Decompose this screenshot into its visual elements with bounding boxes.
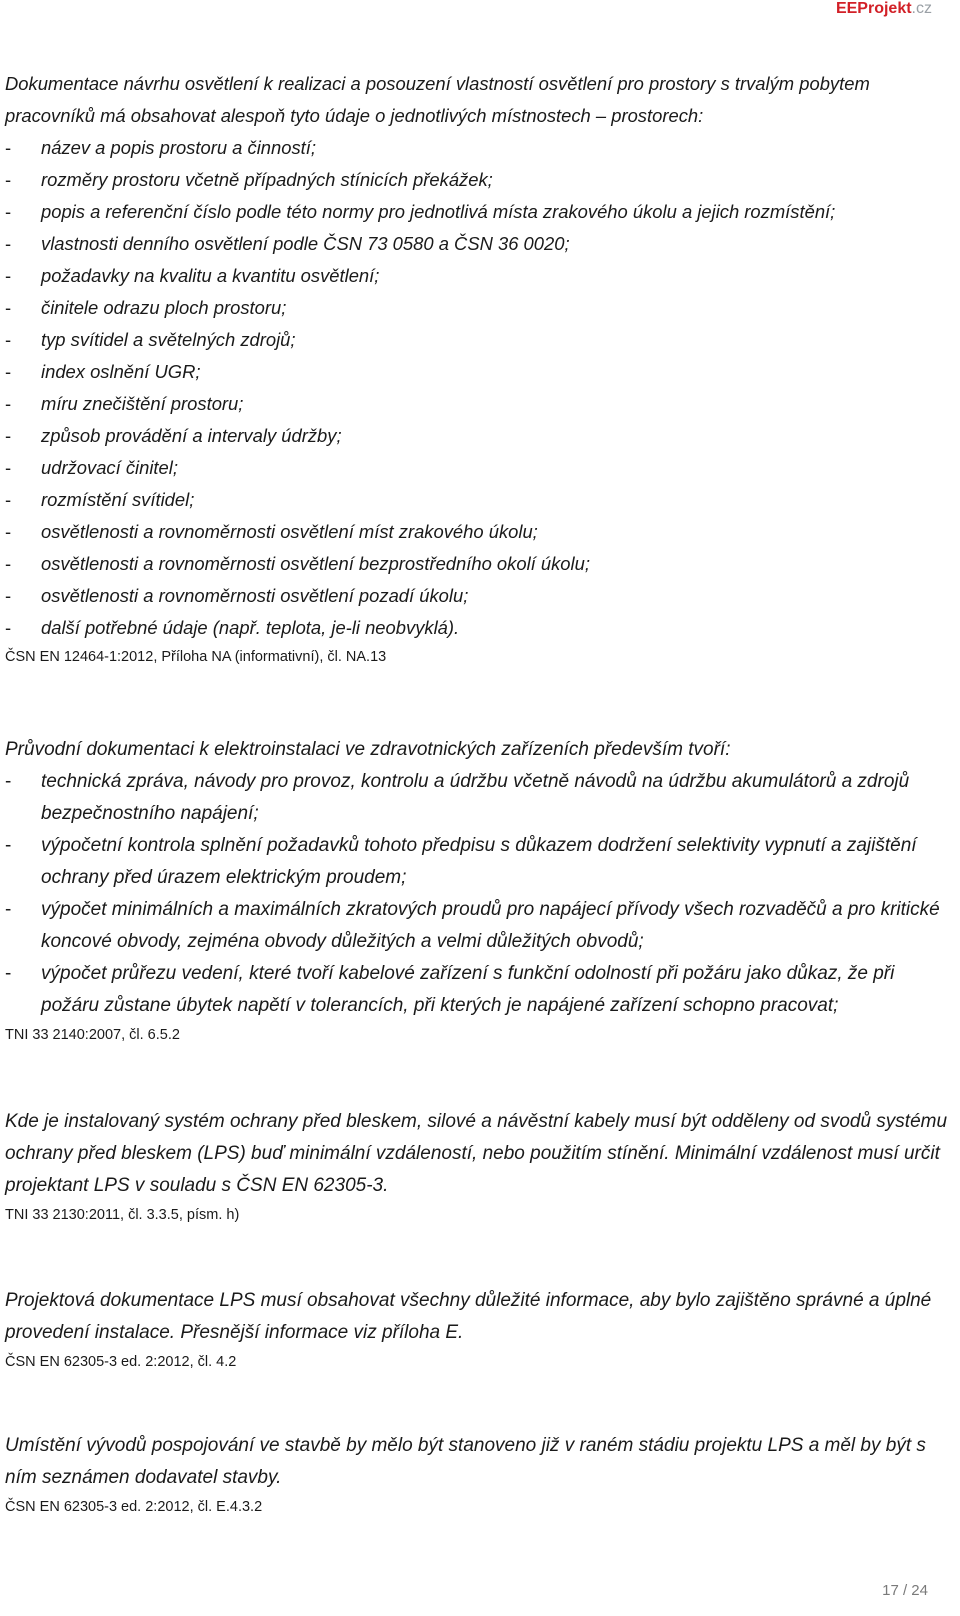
list-item: - rozměry prostoru včetně případných stínicích překážek; [5, 164, 955, 196]
list-item: - osvětlenosti a rovnoměrnosti osvětlení pozadí úkolu; [5, 580, 955, 612]
section3-text: Kde je instalovaný systém ochrany před bleskem, silové a návěstní kabely musí být odděleny od svodů systému ochrany před bleskem (LPS) buď minimální vzdáleností, nebo použitím stínění. Minimální vzdálenost musí určit projektant LPS v souladu s ČSN EN 62305-3. [5, 1111, 948, 1196]
list-item: - udržovací činitel; [5, 452, 955, 484]
page-number: 17 / 24 [882, 1582, 928, 1599]
list-item: - popis a referenční číslo podle této normy pro jednotlivá místa zrakového úkolu a jejich rozmístění; [5, 196, 955, 228]
list-item: - technická zpráva, návody pro provoz, kontrolu a údržbu včetně návodů na údržbu akumulátorů a zdrojů bezpečnostního napájení; [5, 766, 955, 830]
logo-projekt: Projekt [857, 0, 912, 17]
list-item: - další potřebné údaje (např. teplota, je-li neobvyklá). [5, 612, 955, 644]
list-item: - osvětlenosti a rovnoměrnosti osvětlení bezprostředního okolí úkolu; [5, 548, 955, 580]
section-lighting-documentation [5, 68, 955, 670]
section4-text: Projektová dokumentace LPS musí obsahovat všechny důležité informace, aby bylo zajištěno správné a úplné provedení instalace. Přesnější informace viz příloha E. [5, 1290, 932, 1343]
section-lps-separation [5, 1106, 955, 1228]
section2-list [5, 766, 955, 1022]
list-item: - osvětlenosti a rovnoměrnosti osvětlení míst zrakového úkolu; [5, 516, 955, 548]
section2-reference: TNI 33 2140:2007, čl. 6.5.2 [5, 1027, 180, 1043]
list-item: - výpočetní kontrola splnění požadavků tohoto předpisu s důkazem dodržení selektivity vypnutí a zajištění ochrany před úrazem elektrickým proudem; [5, 830, 955, 894]
list-item: - míru znečištění prostoru; [5, 388, 955, 420]
list-item: - způsob provádění a intervaly údržby; [5, 420, 955, 452]
list-item: - požadavky na kvalitu a kvantitu osvětlení; [5, 260, 955, 292]
list-item: - index oslnění UGR; [5, 356, 955, 388]
list-item: - výpočet minimálních a maximálních zkratových proudů pro napájecí přívody všech rozvaděčů a pro kritické koncové obvody, zejména obvody důležitých a velmi důležitých obvodů; [5, 894, 955, 958]
section1-list [5, 132, 955, 644]
list-item: - výpočet průřezu vedení, které tvoří kabelové zařízení s funkční odolností při požáru jako důkaz, že při požáru zůstane úbytek napětí v tolerancích, při kterých je napájené zařízení schopno pracovat; [5, 958, 955, 1022]
section1-reference: ČSN EN 12464-1:2012, Příloha NA (informativní), čl. NA.13 [5, 649, 387, 665]
section5-reference: ČSN EN 62305-3 ed. 2:2012, čl. E.4.3.2 [5, 1499, 263, 1515]
list-item: - vlastnosti denního osvětlení podle ČSN 73 0580 a ČSN 36 0020; [5, 228, 955, 260]
logo-ee: EE [835, 0, 858, 17]
section-bonding-outlets [5, 1430, 955, 1520]
list-item: - činitele odrazu ploch prostoru; [5, 292, 955, 324]
list-item: - název a popis prostoru a činností; [5, 132, 955, 164]
section3-reference: TNI 33 2130:2011, čl. 3.3.5, písm. h) [5, 1207, 240, 1223]
list-item: - typ svítidel a světelných zdrojů; [5, 324, 955, 356]
site-logo [836, 0, 932, 18]
logo-cz: .cz [911, 0, 932, 17]
section5-text: Umístění vývodů pospojování ve stavbě by mělo být stanoveno již v raném stádiu projektu LPS a měl by být s ním seznámen dodavatel stavby. [5, 1435, 926, 1488]
section4-reference: ČSN EN 62305-3 ed. 2:2012, čl. 4.2 [5, 1354, 237, 1370]
section-healthcare-documentation [5, 734, 955, 1048]
section2-intro: Průvodní dokumentaci k elektroinstalaci ve zdravotnických zařízeních především tvoří: [5, 739, 731, 760]
section-lps-documentation [5, 1285, 955, 1375]
section1-intro: Dokumentace návrhu osvětlení k realizaci a posouzení vlastností osvětlení pro prostory s trvalým pobytem pracovníků má obsahovat alespoň tyto údaje o jednotlivých místnostech – prostorech: [5, 73, 870, 126]
list-item: - rozmístění svítidel; [5, 484, 955, 516]
